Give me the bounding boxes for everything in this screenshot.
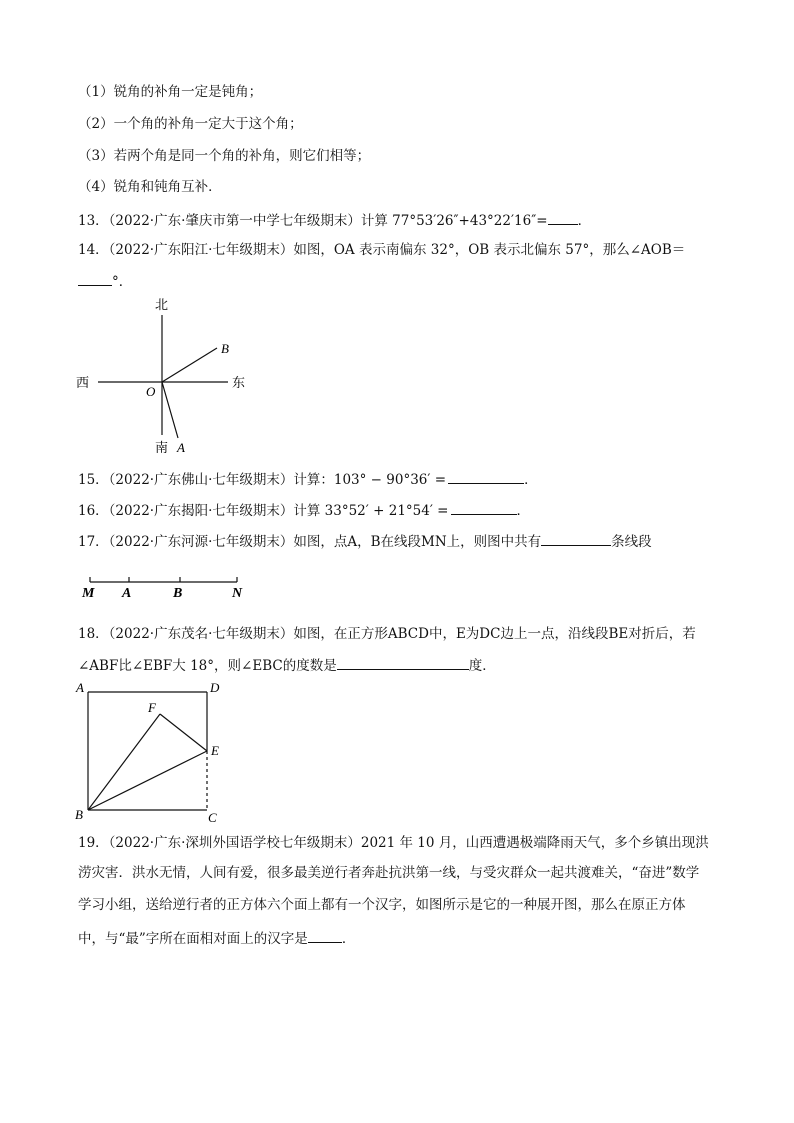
label-north: 北 (155, 297, 169, 312)
answer-blank-15[interactable] (448, 469, 524, 484)
question-17-text: 17．（2022·广东河源·七年级期末）如图，点A，B在线段MN上，则图中共有 (78, 534, 542, 550)
label-N: N (232, 586, 243, 601)
segment-BF (88, 714, 160, 810)
answer-blank-17[interactable] (541, 531, 611, 546)
question-16-text: 16．（2022·广东揭阳·七年级期末）计算 33°52′ + 21°54′ = (78, 503, 449, 519)
question-17 (78, 531, 652, 551)
ray-OB (162, 348, 217, 382)
answer-blank-13[interactable] (548, 210, 578, 225)
question-19-text: 中，与“最”字所在面相对面上的汉字是 (78, 931, 308, 947)
label-A-sq: A (76, 680, 84, 695)
question-18-end: 度． (468, 658, 496, 674)
question-15 (78, 469, 538, 489)
question-18-line-2 (78, 655, 496, 675)
label-F-sq: F (148, 700, 156, 715)
question-19-line-4 (78, 928, 355, 948)
question-17-end: 条线段 (611, 534, 652, 550)
question-14-line-1: 14．（2022·广东阳江·七年级期末）如图，OA 表示南偏东 32°，OB 表示北偏东 57°，那么∠AOB＝ (78, 242, 686, 258)
square-figure (72, 678, 242, 828)
statement-4: （4）锐角和钝角互补． (78, 179, 222, 195)
question-19-line-1: 19．（2022·广东·深圳外国语学校七年级期末）2021 年 10 月，山西遭遇极端降雨天气，多个乡镇出现洪 (78, 835, 709, 851)
statement-2: （2）一个角的补角一定大于这个角； (78, 116, 303, 132)
label-O: O (146, 384, 156, 399)
answer-blank-18[interactable] (337, 655, 469, 670)
question-13-text: 13．（2022·广东·肇庆市第一中学七年级期末）计算 77°53′26″+43°22′16″= (78, 213, 548, 229)
question-13-end: ． (577, 213, 592, 229)
label-B-seg: B (173, 586, 183, 601)
question-14-end: °． (112, 274, 133, 290)
question-15-text: 15．（2022·广东佛山·七年级期末）计算：103° − 90°36′ = (78, 472, 447, 488)
question-15-end: ． (524, 472, 538, 488)
label-E-sq: E (211, 743, 219, 758)
segment-figure (80, 568, 260, 608)
label-M: M (82, 586, 95, 601)
compass-figure (70, 295, 270, 455)
label-A-seg: A (122, 586, 132, 601)
question-19-end: ． (341, 931, 356, 947)
ray-OA (162, 382, 178, 438)
label-D-sq: D (210, 680, 220, 695)
answer-blank-16[interactable] (451, 500, 517, 515)
label-south: 南 (155, 440, 169, 455)
question-19-line-3: 学习小组，送给逆行者的正方体六个面上都有一个汉字，如图所示是它的一种展开图，那么在原正方体 (78, 897, 686, 913)
label-west: 西 (76, 375, 90, 390)
question-13 (78, 210, 591, 230)
question-18-line-1: 18．（2022·广东茂名·七年级期末）如图，在正方形ABCD中，E为DC边上一点，沿线段BE对折后，若 (78, 626, 696, 642)
question-14-line-2 (78, 271, 132, 291)
label-C-sq: C (208, 810, 217, 825)
statement-1: （1）锐角的补角一定是钝角； (78, 84, 263, 100)
answer-blank-14[interactable] (78, 271, 112, 286)
segment-BE (88, 751, 207, 810)
statement-3: （3）若两个角是同一个角的补角，则它们相等； (78, 148, 371, 164)
answer-blank-19[interactable] (308, 928, 342, 943)
label-east: 东 (232, 375, 246, 390)
question-19-line-2: 涝灾害．洪水无情，人间有爱，很多最美逆行者奔赴抗洪第一线，与受灾群众一起共渡难关，“奋进”数学 (78, 865, 700, 881)
segment-FE (160, 714, 207, 751)
label-A: A (177, 440, 185, 455)
label-B-sq: B (75, 807, 83, 822)
question-18-text: ∠ABF比∠EBF大 18°，则∠EBC的度数是 (78, 658, 337, 674)
question-16-end: ． (516, 503, 530, 519)
question-16 (78, 500, 530, 520)
label-B: B (221, 341, 229, 356)
